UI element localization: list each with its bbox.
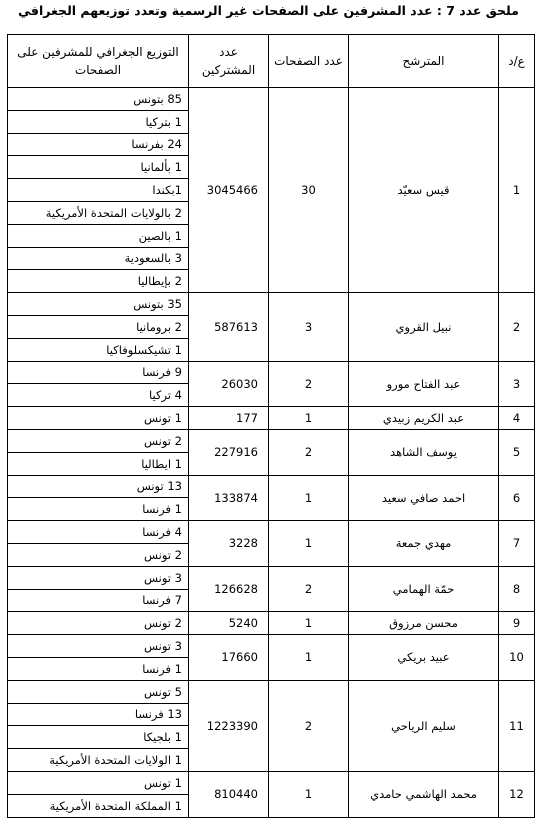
pages-count: 1	[269, 612, 349, 635]
row-number: 3	[499, 361, 535, 407]
row-number: 9	[499, 612, 535, 635]
subscribers-count: 810440	[189, 771, 269, 817]
geo-entry: 1 ايطاليا	[8, 452, 189, 475]
subscribers-count: 17660	[189, 635, 269, 681]
table-row	[8, 566, 535, 589]
candidate-name: قيس سعيّد	[349, 88, 499, 293]
geo-entry: 2 برومانيا	[8, 315, 189, 338]
pages-count: 2	[269, 429, 349, 475]
header-subscribers: عدد المشتركين	[189, 35, 269, 88]
subscribers-count: 177	[189, 407, 269, 430]
table-row	[8, 475, 535, 498]
pages-count: 30	[269, 88, 349, 293]
candidate-name: عبيد بريكي	[349, 635, 499, 681]
header-num: ع/د	[499, 35, 535, 88]
geo-entry: 85 بتونس	[8, 88, 189, 111]
table-body	[8, 88, 535, 818]
candidate-name: احمد صافي سعيد	[349, 475, 499, 521]
row-number: 7	[499, 521, 535, 567]
subscribers-count: 587613	[189, 293, 269, 361]
table-row	[8, 680, 535, 703]
table-row	[8, 635, 535, 658]
geo-entry: 35 بتونس	[8, 293, 189, 316]
candidate-name: عبد الكريم زبيدي	[349, 407, 499, 430]
geo-entry: 1 فرنسا	[8, 657, 189, 680]
geo-entry: 7 فرنسا	[8, 589, 189, 612]
subscribers-count: 126628	[189, 566, 269, 612]
geo-entry: 1 بتركيا	[8, 110, 189, 133]
geo-entry: 1 بالصين	[8, 224, 189, 247]
subscribers-count: 133874	[189, 475, 269, 521]
row-number: 4	[499, 407, 535, 430]
row-number: 5	[499, 429, 535, 475]
header-pages: عدد الصفحات	[269, 35, 349, 88]
subscribers-count: 3228	[189, 521, 269, 567]
pages-count: 2	[269, 361, 349, 407]
geo-entry: 3 تونس	[8, 635, 189, 658]
row-number: 11	[499, 680, 535, 771]
candidate-name: محمد الهاشمي حامدي	[349, 771, 499, 817]
geo-entry: 1بكندا	[8, 179, 189, 202]
geo-entry: 1 الولايات المتحدة الأمريكية	[8, 749, 189, 772]
geo-entry: 9 فرنسا	[8, 361, 189, 384]
geo-entry: 2 بإيطاليا	[8, 270, 189, 293]
candidates-table	[7, 34, 535, 818]
row-number: 10	[499, 635, 535, 681]
subscribers-count: 1223390	[189, 680, 269, 771]
geo-entry: 13 فرنسا	[8, 703, 189, 726]
geo-entry: 1 بلجيكا	[8, 726, 189, 749]
table-row	[8, 612, 535, 635]
geo-entry: 2 تونس	[8, 429, 189, 452]
geo-entry: 24 بفرنسا	[8, 133, 189, 156]
subscribers-count: 3045466	[189, 88, 269, 293]
candidate-name: حمّة الهمامي	[349, 566, 499, 612]
header-geo: التوزيع الجغرافي للمشرفين على الصفحات	[8, 35, 189, 88]
table-row	[8, 771, 535, 794]
pages-count: 1	[269, 635, 349, 681]
row-number: 1	[499, 88, 535, 293]
pages-count: 2	[269, 680, 349, 771]
candidate-name: عبد الفتاح مورو	[349, 361, 499, 407]
table-row	[8, 521, 535, 544]
row-number: 2	[499, 293, 535, 361]
header-candidate: المترشح	[349, 35, 499, 88]
geo-entry: 4 تركيا	[8, 384, 189, 407]
geo-entry: 1 تونس	[8, 407, 189, 430]
candidate-name: نبيل القروي	[349, 293, 499, 361]
pages-count: 1	[269, 521, 349, 567]
pages-count: 2	[269, 566, 349, 612]
candidate-name: يوسف الشاهد	[349, 429, 499, 475]
candidate-name: مهدي جمعة	[349, 521, 499, 567]
pages-count: 3	[269, 293, 349, 361]
geo-entry: 3 تونس	[8, 566, 189, 589]
pages-count: 1	[269, 475, 349, 521]
row-number: 12	[499, 771, 535, 817]
row-number: 8	[499, 566, 535, 612]
geo-entry: 5 تونس	[8, 680, 189, 703]
geo-entry: 4 فرنسا	[8, 521, 189, 544]
subscribers-count: 5240	[189, 612, 269, 635]
geo-entry: 2 بالولايات المتحدة الأمريكية	[8, 201, 189, 224]
geo-entry: 1 فرنسا	[8, 498, 189, 521]
geo-entry: 3 بالسعودية	[8, 247, 189, 270]
candidate-name: محسن مرزوق	[349, 612, 499, 635]
geo-entry: 1 المملكة المتحدة الأمريكية	[8, 794, 189, 817]
table-row	[8, 361, 535, 384]
table-row	[8, 429, 535, 452]
geo-entry: 1 تونس	[8, 771, 189, 794]
row-number: 6	[499, 475, 535, 521]
table-row	[8, 407, 535, 430]
geo-entry: 1 بألمانيا	[8, 156, 189, 179]
table-row	[8, 88, 535, 111]
geo-entry: 1 تشيكسلوفاكيا	[8, 338, 189, 361]
pages-count: 1	[269, 407, 349, 430]
geo-entry: 13 تونس	[8, 475, 189, 498]
table-row	[8, 293, 535, 316]
page-title: ملحق عدد 7 : عدد المشرفين على الصفحات غير الرسمية وتعدد توزيعهم الجغرافي	[18, 3, 519, 18]
subscribers-count: 227916	[189, 429, 269, 475]
table-header-row	[8, 35, 535, 88]
subscribers-count: 26030	[189, 361, 269, 407]
pages-count: 1	[269, 771, 349, 817]
geo-entry: 2 تونس	[8, 543, 189, 566]
geo-entry: 2 تونس	[8, 612, 189, 635]
candidate-name: سليم الرياحي	[349, 680, 499, 771]
